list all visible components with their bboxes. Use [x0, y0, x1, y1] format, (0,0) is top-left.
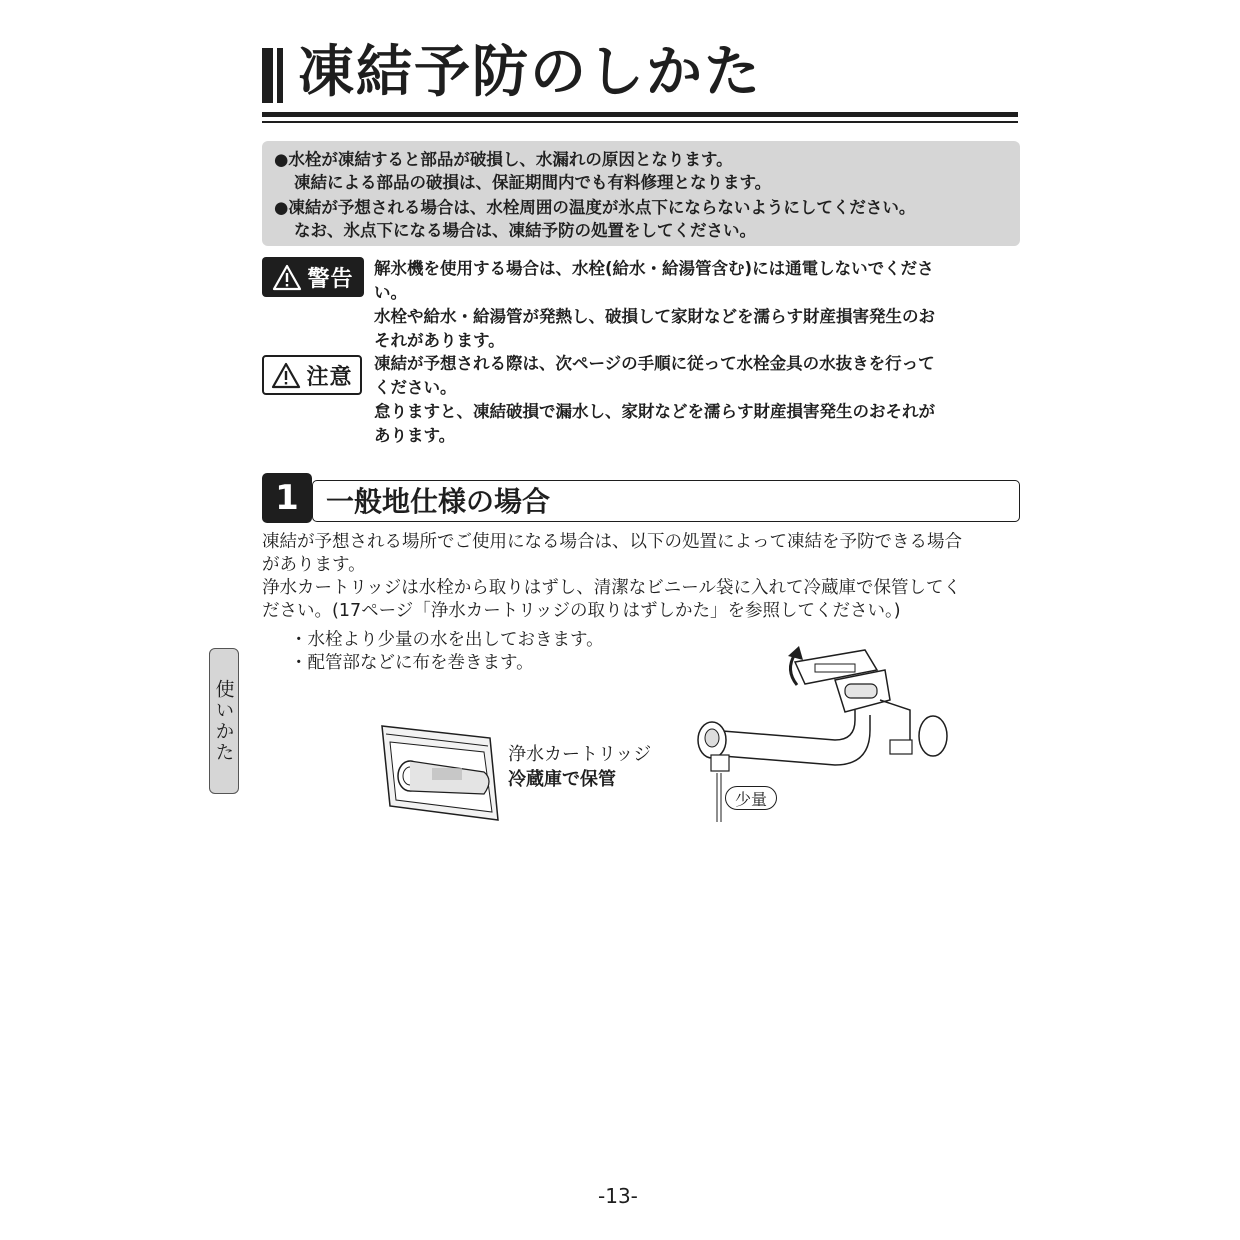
notice-line: 凍結による部品の破損は、保証期間内でも有料修理となります。 — [294, 173, 772, 192]
paragraph-line: 凍結が予想される場所でご使用になる場合は、以下の処置によって凍結を予防できる場合 — [262, 532, 962, 552]
cartridge-label: 浄水カートリッジ — [508, 744, 652, 765]
notice-box — [262, 141, 1020, 246]
caution-triangle-icon — [271, 362, 301, 389]
warning-line: 解氷機を使用する場合は、水栓(給水・給湯管含む)には通電しないでくださ — [374, 259, 934, 278]
paragraph-line: 浄水カートリッジは水栓から取りはずし、清潔なビニール袋に入れて冷蔵庫で保管してく — [262, 578, 961, 598]
caution-line: 凍結が予想される際は、次ページの手順に従って水栓金具の水抜きを行って — [374, 354, 935, 373]
notice-line: ●凍結が予想される場合は、水栓周囲の温度が氷点下にならないようにしてください。 — [274, 198, 916, 217]
notice-line: ●水栓が凍結すると部品が破損し、水漏れの原因となります。 — [274, 150, 733, 169]
section-number: 1 — [262, 473, 312, 523]
title-bar-decoration — [262, 48, 273, 103]
caution-line: 怠りますと、凍結破損で漏水し、家財などを濡らす財産損害発生のおそれが — [374, 402, 935, 421]
notice-line: なお、氷点下になる場合は、凍結予防の処置をしてください。 — [294, 221, 756, 240]
fridge-cartridge-illustration — [380, 722, 500, 822]
warning-line: それがあります。 — [374, 331, 505, 350]
warning-triangle-icon — [272, 264, 302, 291]
section-title: 一般地仕様の場合 — [326, 485, 551, 518]
warning-label — [262, 257, 364, 297]
title-rule — [262, 112, 1018, 117]
side-tab-label: 使いかた — [212, 679, 235, 763]
caution-line: あります。 — [374, 426, 456, 445]
caution-line: ください。 — [374, 378, 457, 397]
caution-label-text: 注意 — [306, 364, 353, 390]
warning-line: い。 — [374, 283, 407, 302]
title-bar-decoration — [277, 48, 283, 103]
caution-text — [374, 352, 935, 448]
title-rule — [262, 121, 1018, 123]
bullet-item: ・水栓より少量の水を出しておきます。 — [290, 630, 604, 650]
paragraph-line: があります。 — [262, 555, 366, 575]
warning-line: 水栓や給水・給湯管が発熱し、破損して家財などを濡らす財産損害発生のお — [374, 307, 935, 326]
side-tab — [209, 648, 239, 794]
fridge-label: 冷蔵庫で保管 — [508, 769, 616, 790]
page-title: 凍結予防のしかた — [298, 40, 762, 105]
bullet-item: ・配管部などに布を巻きます。 — [290, 653, 534, 673]
paragraph-line: ださい。(17ページ「浄水カートリッジの取りはずしかた」を参照してください。) — [262, 601, 901, 621]
page-number: -13- — [598, 1184, 638, 1208]
small-amount-callout: 少量 — [725, 786, 777, 810]
warning-label-text: 警告 — [307, 266, 354, 292]
caution-label — [262, 355, 362, 395]
warning-text — [374, 257, 935, 353]
